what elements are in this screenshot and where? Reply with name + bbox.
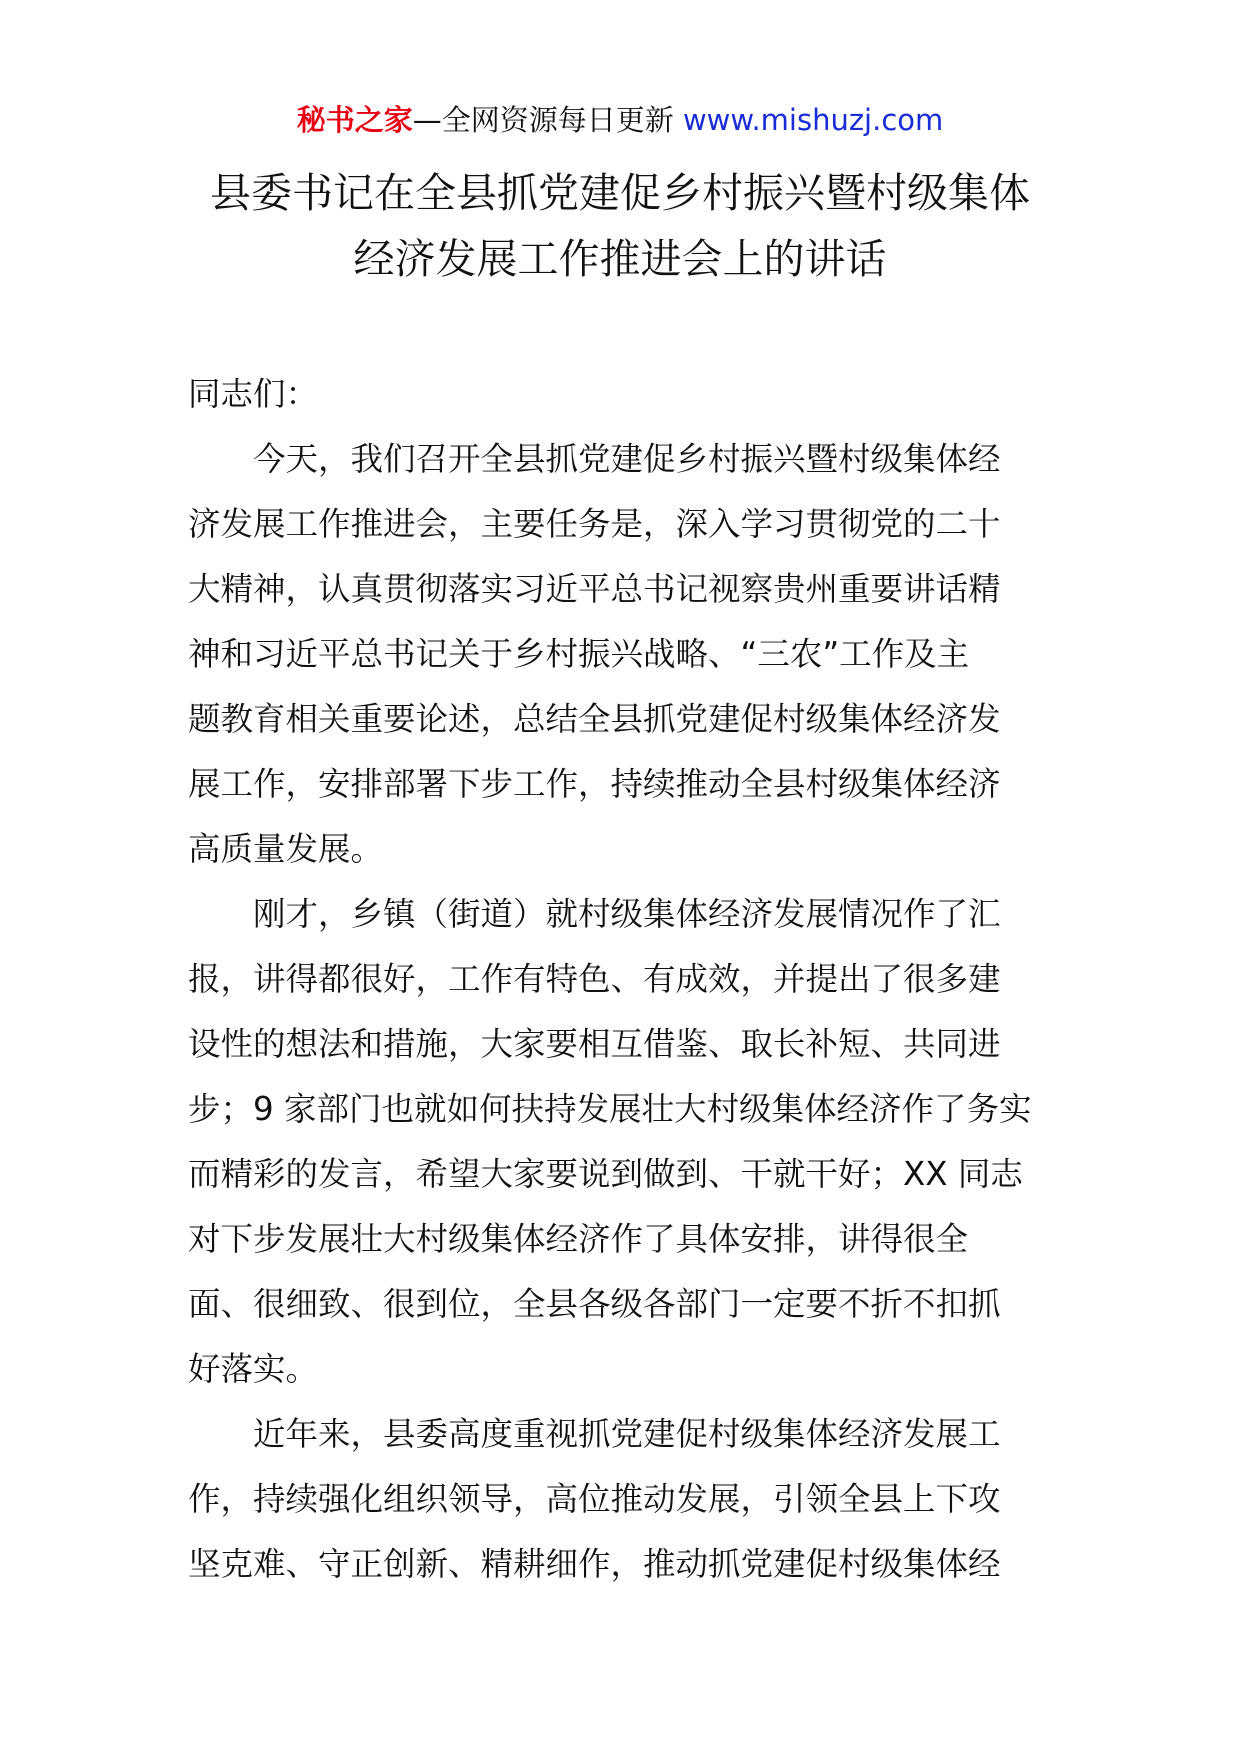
brand-name: 秘书之家 bbox=[296, 103, 413, 137]
paragraph-line: 而精彩的发言，希望大家要说到做到、干就干好；XX 同志 bbox=[188, 1155, 1023, 1193]
paragraph-line: 作，持续强化组织领导，高位推动发展，引领全县上下攻 bbox=[188, 1480, 1001, 1518]
paragraph-line: 今天，我们召开全县抓党建促乡村振兴暨村级集体经 bbox=[253, 440, 1001, 478]
paragraph-line: 对下步发展壮大村级集体经济作了具体安排，讲得很全 bbox=[188, 1220, 969, 1258]
document-title bbox=[0, 160, 1240, 292]
paragraph-line: 大精神，认真贯彻落实习近平总书记视察贵州重要讲话精 bbox=[188, 570, 1001, 608]
header-tagline: —全网资源每日更新 bbox=[412, 103, 674, 137]
paragraph-line: 神和习近平总书记关于乡村振兴战略、“三农”工作及主 bbox=[188, 635, 970, 673]
paragraph-line: 步；9 家部门也就如何扶持发展壮大村级集体经济作了务实 bbox=[188, 1090, 1032, 1128]
paragraph-line: 坚克难、守正创新、精耕细作，推动抓党建促村级集体经 bbox=[188, 1545, 1001, 1583]
paragraph-line: 面、很细致、很到位，全县各级各部门一定要不折不扣抓 bbox=[188, 1285, 1001, 1323]
site-header-banner bbox=[0, 100, 1240, 140]
paragraph-line: 刚才，乡镇（街道）就村级集体经济发展情况作了汇 bbox=[253, 895, 1001, 933]
site-url-link[interactable]: www.mishuzj.com bbox=[682, 103, 944, 137]
paragraph-line: 设性的想法和措施，大家要相互借鉴、取长补短、共同进 bbox=[188, 1025, 1001, 1063]
paragraph-line: 好落实。 bbox=[188, 1350, 319, 1388]
paragraph-line: 报，讲得都很好，工作有特色、有成效，并提出了很多建 bbox=[188, 960, 1001, 998]
title-line-2: 经济发展工作推进会上的讲话 bbox=[353, 235, 887, 283]
paragraph-line: 济发展工作推进会，主要任务是，深入学习贯彻党的二十 bbox=[188, 505, 1001, 543]
salutation: 同志们： bbox=[188, 375, 319, 413]
title-line-1: 县委书记在全县抓党建促乡村振兴暨村级集体 bbox=[210, 169, 1030, 217]
paragraph-line: 展工作，安排部署下步工作，持续推动全县村级集体经济 bbox=[188, 765, 1001, 803]
paragraph-line: 题教育相关重要论述，总结全县抓党建促村级集体经济发 bbox=[188, 700, 1001, 738]
speech-body bbox=[188, 362, 1052, 1597]
paragraph-line: 近年来，县委高度重视抓党建促村级集体经济发展工 bbox=[253, 1415, 1001, 1453]
paragraph-line: 高质量发展。 bbox=[188, 830, 384, 868]
